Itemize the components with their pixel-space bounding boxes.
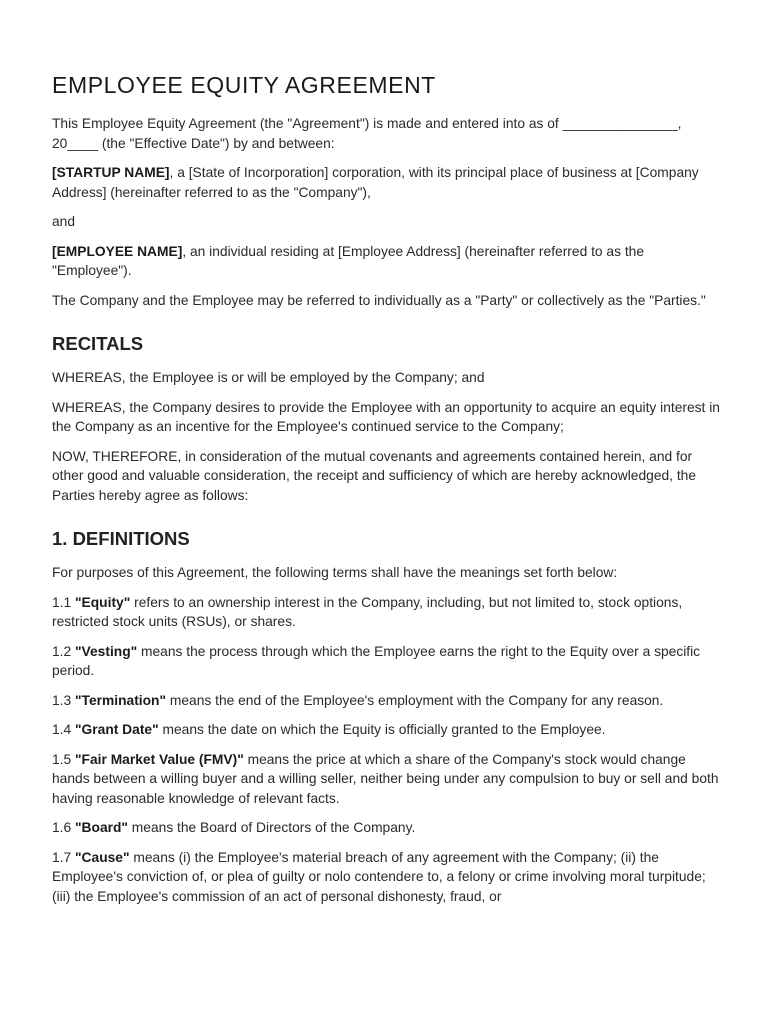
definition-term: "Fair Market Value (FMV)" [75, 751, 244, 767]
definition-item [52, 848, 720, 907]
company-name: [STARTUP NAME] [52, 165, 170, 180]
recital-paragraph: NOW, THEREFORE, in consideration of the mutual covenants and agreements contained herein, and for other good and valuable consideration, the receipt and sufficiency of which are hereby acknowledged, the Parties hereby agree as follows: [52, 448, 697, 503]
definition-text: means (i) the Employee's material breach of any agreement with the Company; (ii) the Employee's conviction of, or plea of guilty or nolo contendere to, a felony or crime involving moral turpitude; (iii) the Employee's commission of an act of personal dishonesty, fraud, or [52, 849, 706, 904]
definition-number: 1.6 [52, 820, 76, 835]
parties-note-paragraph: The Company and the Employee may be referred to individually as a "Party" or collectively as the "Parties." [52, 292, 706, 308]
definition-term: "Vesting" [75, 643, 138, 659]
definition-item [52, 750, 720, 809]
definition-text: means the process through which the Employee earns the right to the Equity over a specific period. [52, 643, 701, 678]
definition-text: means the end of the Employee's employment with the Company for any reason. [166, 692, 664, 708]
definition-text: means the date on which the Equity is officially granted to the Employee. [158, 722, 606, 737]
recital-paragraph: WHEREAS, the Employee is or will be employed by the Company; and [52, 370, 485, 385]
document-page [52, 70, 720, 916]
definition-number: 1.4 [52, 722, 76, 737]
definition-text: means the price at which a share of the Company's stock would change hands between a willing buyer and a willing seller, neither being under any compulsion to buy or sell and both having reasonable knowledge of relevant facts. [52, 751, 719, 806]
recitals-heading: RECITALS [52, 333, 144, 354]
definition-number: 1.1 [52, 594, 76, 610]
definitions-heading: 1. DEFINITIONS [52, 528, 190, 549]
definition-number: 1.5 [52, 751, 76, 767]
employee-party-text: , an individual residing at [Employee Address] (hereinafter referred to as the "Employee"). [52, 243, 644, 278]
definition-term: "Cause" [75, 849, 130, 865]
definition-term: "Board" [75, 820, 128, 835]
definition-text: means the Board of Directors of the Company. [127, 820, 416, 835]
definition-term: "Termination" [75, 692, 167, 708]
definition-term: "Equity" [75, 594, 131, 610]
definition-text: refers to an ownership interest in the Company, including, but not limited to, stock options, restricted stock units (RSUs), or shares. [52, 594, 683, 629]
and-paragraph: and [52, 214, 76, 229]
definition-item [52, 593, 720, 632]
definition-number: 1.2 [52, 643, 76, 659]
intro-paragraph: This Employee Equity Agreement (the "Agreement") is made and entered into as of _______________, 20____ (the "Effective Date") by and between: [52, 116, 682, 151]
company-party-paragraph [52, 163, 720, 202]
employee-name: [EMPLOYEE NAME] [52, 243, 183, 259]
definition-item [52, 691, 720, 711]
company-party-text: , a [State of Incorporation] corporation, with its principal place of business at [Company Address] (hereinafter referred to as the "Company"), [52, 165, 699, 200]
definition-number: 1.3 [52, 692, 76, 708]
definition-item [52, 642, 720, 681]
employee-party-paragraph [52, 242, 720, 281]
definitions-intro: For purposes of this Agreement, the following terms shall have the meanings set forth below: [52, 565, 618, 580]
recital-paragraph: WHEREAS, the Company desires to provide the Employee with an opportunity to acquire an equity interest in the Company as an incentive for the Employee's continued service to the Company; [52, 399, 720, 434]
definition-number: 1.7 [52, 849, 76, 865]
definition-item [52, 720, 720, 740]
definition-item [52, 818, 720, 838]
document-title: EMPLOYEE EQUITY AGREEMENT [52, 72, 436, 98]
definition-term: "Grant Date" [75, 722, 159, 737]
